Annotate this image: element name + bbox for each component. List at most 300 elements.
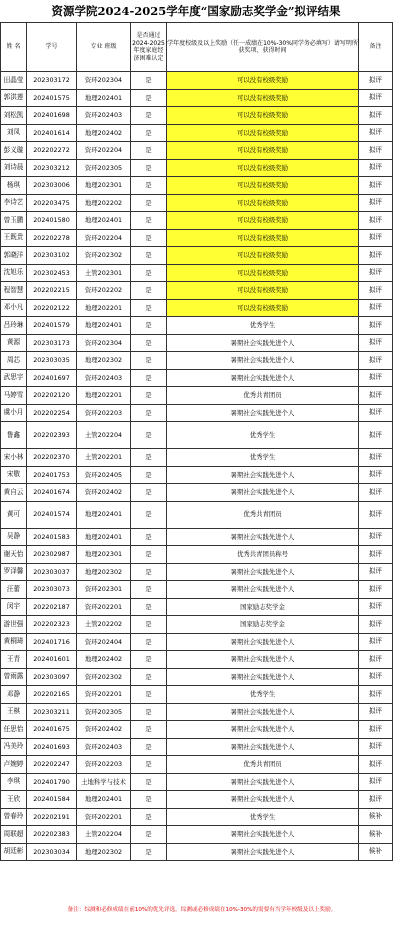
hardship-cell[interactable]: 是 [131,686,167,704]
result-cell[interactable]: 候补 [359,843,393,861]
hardship-cell[interactable]: 是 [131,177,167,195]
class-cell[interactable]: 资环202202 [77,282,131,300]
name-cell[interactable]: 王青 [1,651,27,669]
award-cell[interactable]: 可以没有校级奖励 [167,124,359,142]
student-id-cell[interactable]: 202202383 [27,826,77,844]
student-id-cell[interactable]: 202401614 [27,124,77,142]
class-cell[interactable]: 地理202401 [77,501,131,528]
result-cell[interactable]: 拟评 [359,194,393,212]
table-row [1,422,393,449]
hardship-cell[interactable]: 是 [131,89,167,107]
class-cell[interactable]: 地理202202 [77,194,131,212]
award-cell[interactable]: 优秀学生 [167,449,359,467]
class-cell[interactable]: 资环202404 [77,633,131,651]
name-cell[interactable]: 周联超 [1,826,27,844]
table-row [1,581,393,599]
hardship-cell[interactable]: 是 [131,703,167,721]
student-id-cell[interactable]: 202202187 [27,598,77,616]
student-id-cell[interactable]: 202202370 [27,449,77,467]
student-id-cell[interactable]: 202202247 [27,756,77,774]
student-id-cell[interactable]: 202202191 [27,808,77,826]
class-cell[interactable]: 地理202401 [77,791,131,809]
class-cell[interactable]: 资环202201 [77,808,131,826]
result-cell[interactable]: 拟评 [359,422,393,449]
award-cell[interactable]: 可以没有校级奖励 [167,212,359,230]
table-row [1,317,393,335]
result-cell[interactable]: 拟评 [359,229,393,247]
award-cell[interactable]: 暑期社会实践先进个人 [167,703,359,721]
result-cell[interactable]: 拟评 [359,581,393,599]
hardship-cell[interactable]: 是 [131,282,167,300]
hardship-cell[interactable]: 是 [131,668,167,686]
student-id-cell[interactable]: 202401790 [27,773,77,791]
award-cell[interactable]: 可以没有校级奖励 [167,107,359,125]
award-cell[interactable]: 可以没有校级奖励 [167,89,359,107]
student-id-cell[interactable]: 202401675 [27,721,77,739]
hardship-cell[interactable]: 是 [131,563,167,581]
class-cell[interactable]: 资环202201 [77,598,131,616]
hardship-cell[interactable]: 是 [131,194,167,212]
hardship-cell[interactable]: 是 [131,843,167,861]
award-cell[interactable]: 暑期社会实践先进个人 [167,738,359,756]
award-cell[interactable]: 可以没有校级奖励 [167,247,359,265]
award-cell[interactable]: 优秀学生 [167,317,359,335]
class-cell[interactable]: 地理202302 [77,352,131,370]
award-cell[interactable]: 可以没有校级奖励 [167,72,359,90]
class-cell[interactable]: 地理202201 [77,387,131,405]
result-cell[interactable]: 拟评 [359,264,393,282]
hardship-cell[interactable]: 是 [131,616,167,634]
table-row [1,598,393,616]
name-cell[interactable]: 王棋 [1,703,27,721]
class-cell[interactable]: 地理202401 [77,212,131,230]
class-cell[interactable]: 土管202201 [77,449,131,467]
result-cell[interactable]: 拟评 [359,668,393,686]
award-cell[interactable]: 暑期社会实践先进个人 [167,528,359,546]
result-cell[interactable]: 拟评 [359,72,393,90]
award-cell[interactable]: 可以没有校级奖励 [167,177,359,195]
award-cell[interactable]: 优秀学生 [167,808,359,826]
result-cell[interactable]: 拟评 [359,721,393,739]
name-cell[interactable]: 马婷雪 [1,387,27,405]
student-id-cell[interactable]: 202303102 [27,247,77,265]
result-cell[interactable]: 拟评 [359,501,393,528]
result-cell[interactable]: 拟评 [359,449,393,467]
student-id-cell[interactable]: 202303211 [27,703,77,721]
student-id-cell[interactable]: 202401753 [27,466,77,484]
name-cell[interactable]: 武思宇 [1,369,27,387]
name-cell[interactable]: 李诗艺 [1,194,27,212]
table-row [1,826,393,844]
result-cell[interactable]: 拟评 [359,124,393,142]
award-cell[interactable]: 暑期社会实践先进个人 [167,668,359,686]
table-row [1,159,393,177]
result-cell[interactable]: 拟评 [359,738,393,756]
hardship-cell[interactable]: 是 [131,107,167,125]
header-row [1,23,393,72]
award-cell[interactable]: 暑期社会实践先进个人 [167,466,359,484]
table-row [1,843,393,861]
award-cell[interactable]: 暑期社会实践先进个人 [167,484,359,502]
table-row [1,773,393,791]
student-id-cell[interactable]: 202401601 [27,651,77,669]
hardship-cell[interactable]: 是 [131,369,167,387]
hardship-cell[interactable]: 是 [131,449,167,467]
name-cell[interactable]: 卢婉婷 [1,756,27,774]
result-cell[interactable]: 拟评 [359,484,393,502]
class-cell[interactable]: 地理202301 [77,177,131,195]
award-cell[interactable]: 暑期社会实践先进个人 [167,563,359,581]
name-cell[interactable]: 王既贵 [1,229,27,247]
name-cell[interactable]: 谢天怡 [1,546,27,564]
header-id: 学号 [27,23,77,72]
student-id-cell[interactable]: 202401574 [27,501,77,528]
award-cell[interactable]: 优秀共青团员称号 [167,546,359,564]
award-cell[interactable]: 可以没有校级奖励 [167,159,359,177]
result-cell[interactable]: 拟评 [359,756,393,774]
table-row [1,501,393,528]
result-cell[interactable]: 拟评 [359,299,393,317]
name-cell[interactable]: 黄源 [1,334,27,352]
result-cell[interactable]: 拟评 [359,404,393,422]
name-cell[interactable]: 宋敬 [1,466,27,484]
hardship-cell[interactable]: 是 [131,756,167,774]
table-row [1,528,393,546]
class-cell[interactable]: 资环202305 [77,703,131,721]
class-cell[interactable]: 资环202304 [77,72,131,90]
award-cell[interactable]: 暑期社会实践先进个人 [167,581,359,599]
award-cell[interactable]: 可以没有校级奖励 [167,299,359,317]
table-row [1,808,393,826]
hardship-cell[interactable]: 是 [131,422,167,449]
result-cell[interactable]: 候补 [359,826,393,844]
class-cell[interactable]: 资环202403 [77,738,131,756]
hardship-cell[interactable]: 是 [131,229,167,247]
name-cell[interactable]: 吴静 [1,528,27,546]
hardship-cell[interactable]: 是 [131,317,167,335]
student-id-cell[interactable]: 202303097 [27,668,77,686]
name-cell[interactable]: 虞小月 [1,404,27,422]
result-cell[interactable]: 拟评 [359,387,393,405]
result-cell[interactable]: 拟评 [359,334,393,352]
student-id-cell[interactable]: 202303073 [27,581,77,599]
class-cell[interactable]: 地理202201 [77,299,131,317]
award-cell[interactable]: 暑期社会实践先进个人 [167,352,359,370]
award-cell[interactable]: 可以没有校级奖励 [167,229,359,247]
table-row [1,387,393,405]
class-cell[interactable]: 土管202204 [77,826,131,844]
result-cell[interactable]: 拟评 [359,563,393,581]
name-cell[interactable]: 鲁鑫 [1,422,27,449]
result-cell[interactable]: 拟评 [359,282,393,300]
name-cell[interactable]: 吕玲琳 [1,317,27,335]
name-cell[interactable]: 杨琪 [1,177,27,195]
name-cell[interactable]: 闵宇 [1,598,27,616]
class-cell[interactable]: 地理202301 [77,546,131,564]
student-id-cell[interactable]: 202303172 [27,72,77,90]
student-id-cell[interactable]: 202202215 [27,282,77,300]
hardship-cell[interactable]: 是 [131,581,167,599]
result-cell[interactable]: 拟评 [359,686,393,704]
hardship-cell[interactable]: 是 [131,299,167,317]
class-cell[interactable]: 资环202403 [77,369,131,387]
award-cell[interactable]: 暑期社会实践先进个人 [167,721,359,739]
name-cell[interactable]: 刘诗晨 [1,159,27,177]
class-cell[interactable]: 资环202402 [77,484,131,502]
class-cell[interactable]: 资环202403 [77,107,131,125]
result-cell[interactable]: 拟评 [359,466,393,484]
student-id-cell[interactable]: 202303212 [27,159,77,177]
hardship-cell[interactable]: 是 [131,633,167,651]
hardship-cell[interactable]: 是 [131,159,167,177]
result-cell[interactable]: 拟评 [359,212,393,230]
result-cell[interactable]: 拟评 [359,773,393,791]
class-cell[interactable]: 资环202302 [77,247,131,265]
award-cell[interactable]: 优秀共青团员 [167,756,359,774]
table-row [1,72,393,90]
name-cell[interactable]: 李琪 [1,773,27,791]
class-cell[interactable]: 资环202301 [77,581,131,599]
result-cell[interactable]: 拟评 [359,651,393,669]
class-cell[interactable]: 资环202302 [77,668,131,686]
name-cell[interactable]: 田晶莹 [1,72,27,90]
name-cell[interactable]: 曾雨露 [1,668,27,686]
class-cell[interactable]: 地理202402 [77,651,131,669]
hardship-cell[interactable]: 是 [131,466,167,484]
name-cell[interactable]: 黄可 [1,501,27,528]
name-cell[interactable]: 沈旭乐 [1,264,27,282]
header-result: 备注 [359,23,393,72]
table-row [1,449,393,467]
result-cell[interactable]: 拟评 [359,598,393,616]
class-cell[interactable]: 地理202401 [77,317,131,335]
table-row [1,264,393,282]
result-cell[interactable]: 拟评 [359,352,393,370]
table-row [1,177,393,195]
student-id-cell[interactable]: 202202278 [27,229,77,247]
result-cell[interactable]: 拟评 [359,107,393,125]
result-cell[interactable]: 拟评 [359,528,393,546]
award-cell[interactable]: 优秀学生 [167,686,359,704]
student-id-cell[interactable]: 202401693 [27,738,77,756]
name-cell[interactable]: 邓静 [1,686,27,704]
hardship-cell[interactable]: 是 [131,404,167,422]
student-id-cell[interactable]: 202401584 [27,791,77,809]
hardship-cell[interactable]: 是 [131,791,167,809]
result-cell[interactable]: 拟评 [359,159,393,177]
table-body [1,72,393,861]
award-cell[interactable]: 国家励志奖学金 [167,616,359,634]
table-row [1,721,393,739]
class-cell[interactable]: 地理202302 [77,563,131,581]
student-id-cell[interactable]: 202401697 [27,369,77,387]
hardship-cell[interactable]: 是 [131,247,167,265]
name-cell[interactable]: 黄自云 [1,484,27,502]
name-cell[interactable]: 周芯 [1,352,27,370]
hardship-cell[interactable]: 是 [131,387,167,405]
award-cell[interactable]: 可以没有校级奖励 [167,194,359,212]
name-cell[interactable]: 曾春玲 [1,808,27,826]
student-id-cell[interactable]: 202202165 [27,686,77,704]
award-cell[interactable]: 暑期社会实践先进个人 [167,633,359,651]
class-cell[interactable]: 地理202401 [77,89,131,107]
header-hardship: 是否通过2024-2025年度家庭经济困难认定 [131,23,167,72]
class-cell[interactable]: 资环202203 [77,404,131,422]
hardship-cell[interactable]: 是 [131,598,167,616]
award-cell[interactable]: 优秀共青团员 [167,501,359,528]
student-id-cell[interactable]: 202303037 [27,563,77,581]
class-cell[interactable]: 土管202301 [77,264,131,282]
name-cell[interactable]: 胡廷彬 [1,843,27,861]
name-cell[interactable]: 任思怡 [1,721,27,739]
name-cell[interactable]: 黄桐琦 [1,633,27,651]
student-id-cell[interactable]: 202302453 [27,264,77,282]
result-cell[interactable]: 拟评 [359,703,393,721]
table-row [1,369,393,387]
hardship-cell[interactable]: 是 [131,212,167,230]
hardship-cell[interactable]: 是 [131,826,167,844]
hardship-cell[interactable]: 是 [131,334,167,352]
name-cell[interactable]: 郭洪莲 [1,89,27,107]
table-row [1,616,393,634]
name-cell[interactable]: 郭晓洋 [1,247,27,265]
table-row [1,404,393,422]
result-cell[interactable]: 拟评 [359,369,393,387]
results-table [0,22,393,861]
hardship-cell[interactable]: 是 [131,124,167,142]
student-id-cell[interactable]: 202302987 [27,546,77,564]
hardship-cell[interactable]: 是 [131,352,167,370]
award-cell[interactable]: 暑期社会实践先进个人 [167,369,359,387]
hardship-cell[interactable]: 是 [131,72,167,90]
hardship-cell[interactable]: 是 [131,484,167,502]
class-cell[interactable]: 土地科学与技术 [77,773,131,791]
hardship-cell[interactable]: 是 [131,264,167,282]
hardship-cell[interactable]: 是 [131,808,167,826]
class-cell[interactable]: 资环202203 [77,756,131,774]
student-id-cell[interactable]: 202303035 [27,352,77,370]
table-row [1,466,393,484]
name-cell[interactable]: 邓小凡 [1,299,27,317]
result-cell[interactable]: 拟评 [359,142,393,160]
sheet-title: 资源学院2024-2025学年度“国家励志奖学金”拟评结果 [51,4,341,18]
class-cell[interactable]: 资环202304 [77,334,131,352]
class-cell[interactable]: 资环202201 [77,686,131,704]
award-cell[interactable]: 优秀学生 [167,422,359,449]
student-id-cell[interactable]: 202401674 [27,484,77,502]
student-id-cell[interactable]: 202401580 [27,212,77,230]
class-cell[interactable]: 土管202204 [77,422,131,449]
name-cell[interactable]: 罗泽馨 [1,563,27,581]
name-cell[interactable]: 程智慧 [1,282,27,300]
student-id-cell[interactable]: 202202122 [27,299,77,317]
hardship-cell[interactable]: 是 [131,528,167,546]
student-id-cell[interactable]: 202401716 [27,633,77,651]
table-row [1,703,393,721]
student-id-cell[interactable]: 202202393 [27,422,77,449]
hardship-cell[interactable]: 是 [131,773,167,791]
name-cell[interactable]: 汪蕾 [1,581,27,599]
hardship-cell[interactable]: 是 [131,501,167,528]
award-cell[interactable]: 可以没有校级奖励 [167,282,359,300]
class-cell[interactable]: 资环202405 [77,466,131,484]
student-id-cell[interactable]: 202202272 [27,142,77,160]
student-id-cell[interactable]: 202401579 [27,317,77,335]
table-row [1,668,393,686]
student-id-cell[interactable]: 202303034 [27,843,77,861]
hardship-cell[interactable]: 是 [131,738,167,756]
result-cell[interactable]: 候补 [359,808,393,826]
name-cell[interactable]: 冯美玲 [1,738,27,756]
class-cell[interactable]: 土管202202 [77,616,131,634]
table-row [1,546,393,564]
name-cell[interactable]: 彭义璇 [1,142,27,160]
result-cell[interactable]: 拟评 [359,177,393,195]
class-cell[interactable]: 资环202204 [77,142,131,160]
table-row [1,738,393,756]
award-cell[interactable]: 暑期社会实践先进个人 [167,843,359,861]
award-cell[interactable]: 暑期社会实践先进个人 [167,404,359,422]
award-cell[interactable]: 暑期社会实践先进个人 [167,651,359,669]
result-cell[interactable]: 拟评 [359,317,393,335]
class-cell[interactable]: 资环202402 [77,721,131,739]
student-id-cell[interactable]: 202401583 [27,528,77,546]
student-id-cell[interactable]: 202202254 [27,404,77,422]
table-row [1,756,393,774]
award-cell[interactable]: 暑期社会实践先进个人 [167,791,359,809]
result-cell[interactable]: 拟评 [359,633,393,651]
name-cell[interactable]: 王欣 [1,791,27,809]
result-cell[interactable]: 拟评 [359,546,393,564]
class-cell[interactable]: 地理202402 [77,124,131,142]
name-cell[interactable]: 宋小林 [1,449,27,467]
class-cell[interactable]: 地理202302 [77,843,131,861]
class-cell[interactable]: 资环202305 [77,159,131,177]
class-cell[interactable]: 地理202401 [77,528,131,546]
hardship-cell[interactable]: 是 [131,721,167,739]
award-cell[interactable]: 暑期社会实践先进个人 [167,826,359,844]
student-id-cell[interactable]: 202203475 [27,194,77,212]
result-cell[interactable]: 拟评 [359,247,393,265]
award-cell[interactable]: 优秀共青团员 [167,387,359,405]
result-cell[interactable]: 拟评 [359,791,393,809]
result-cell[interactable]: 拟评 [359,616,393,634]
student-id-cell[interactable]: 202303006 [27,177,77,195]
hardship-cell[interactable]: 是 [131,651,167,669]
name-cell[interactable]: 游世强 [1,616,27,634]
hardship-cell[interactable]: 是 [131,546,167,564]
student-id-cell[interactable]: 202202120 [27,387,77,405]
table-row [1,194,393,212]
student-id-cell[interactable]: 202401575 [27,89,77,107]
header-award: 学年度校级及以上奖励（任一成绩在10%-30%同学务必填写）请写明所获奖项、获得时间 [167,23,359,72]
award-cell[interactable]: 暑期社会实践先进个人 [167,334,359,352]
student-id-cell[interactable]: 202401698 [27,107,77,125]
award-cell[interactable]: 暑期社会实践先进个人 [167,773,359,791]
name-cell[interactable]: 曾玉鹏 [1,212,27,230]
award-cell[interactable]: 国家励志奖学金 [167,598,359,616]
student-id-cell[interactable]: 202202323 [27,616,77,634]
name-cell[interactable]: 刘凤 [1,124,27,142]
name-cell[interactable]: 刘松凯 [1,107,27,125]
award-cell[interactable]: 可以没有校级奖励 [167,142,359,160]
table-row [1,791,393,809]
student-id-cell[interactable]: 202303173 [27,334,77,352]
award-cell[interactable]: 可以没有校级奖励 [167,264,359,282]
result-cell[interactable]: 拟评 [359,89,393,107]
class-cell[interactable]: 资环202204 [77,229,131,247]
hardship-cell[interactable]: 是 [131,142,167,160]
